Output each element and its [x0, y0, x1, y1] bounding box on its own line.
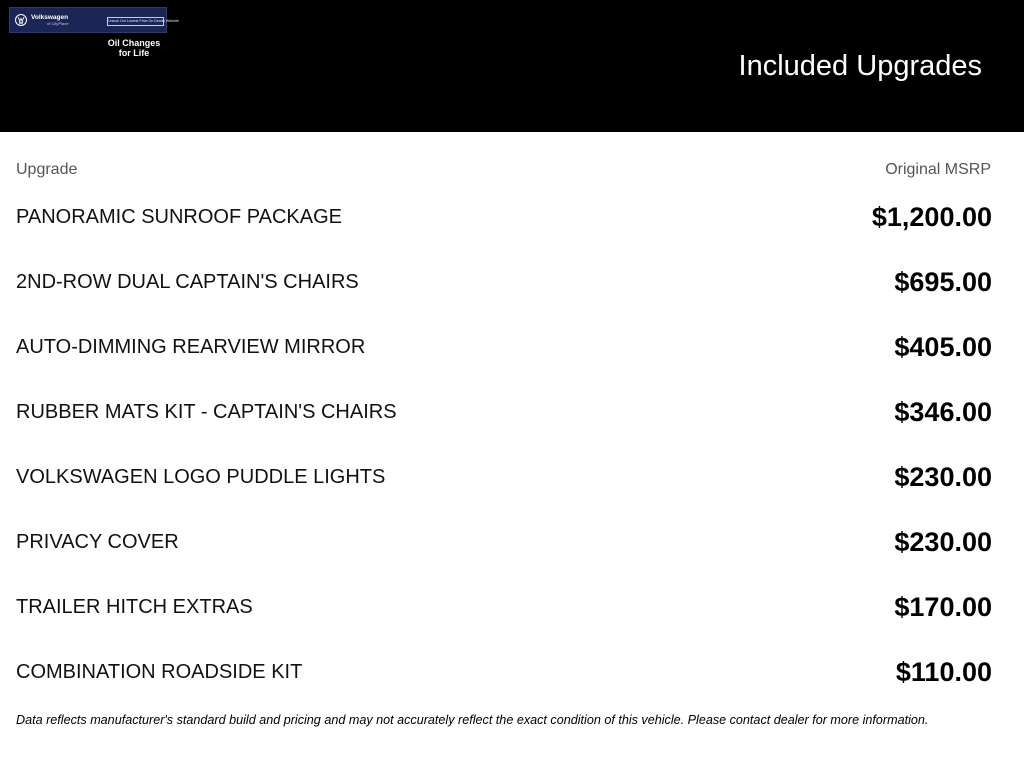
upgrade-price: $110.00: [895, 657, 992, 687]
upgrade-row: [16, 575, 992, 640]
upgrade-price: $405.00: [894, 332, 992, 362]
upgrade-row: [16, 510, 992, 575]
upgrade-price: $230.00: [894, 462, 992, 492]
disclaimer-text: Data reflects manufacturer's standard build and pricing and may not accurately reflect the exact condition of this vehicle. Please contact dealer for more information.: [16, 713, 929, 727]
column-header-msrp: Original MSRP: [885, 161, 991, 178]
tagline-line-2: for Life: [118, 48, 150, 58]
upgrade-price: $346.00: [894, 397, 992, 427]
upgrade-name: AUTO-DIMMING REARVIEW MIRROR: [16, 336, 366, 358]
banner-subbrand: of CityPlace: [47, 21, 69, 26]
upgrade-row: [16, 185, 992, 250]
column-header-upgrade: Upgrade: [16, 161, 78, 178]
upgrade-name: TRAILER HITCH EXTRAS: [16, 596, 253, 618]
upgrade-row: [16, 380, 992, 445]
upgrade-name: RUBBER MATS KIT - CAPTAIN'S CHAIRS: [16, 401, 397, 423]
upgrade-name: 2ND-ROW DUAL CAPTAIN'S CHAIRS: [16, 271, 359, 293]
upgrade-name: PRIVACY COVER: [16, 531, 179, 553]
banner-cta-button[interactable]: Unlock Our Lowest Price On Dealer Website: [107, 17, 164, 26]
tagline-line-1: Oil Changes: [107, 38, 161, 48]
upgrade-name: VOLKSWAGEN LOGO PUDDLE LIGHTS: [16, 466, 386, 488]
upgrade-name: COMBINATION ROADSIDE KIT: [16, 661, 303, 683]
upgrades-list: [16, 185, 992, 705]
upgrade-price: $695.00: [894, 267, 992, 297]
upgrade-price: $1,200.00: [871, 202, 992, 232]
upgrade-row: [16, 250, 992, 315]
banner-brand: Volkswagen: [31, 14, 69, 21]
upgrade-price: $170.00: [894, 592, 992, 622]
oil-changes-tagline: [104, 38, 164, 58]
upgrade-row: [16, 315, 992, 380]
upgrade-row: [16, 640, 992, 705]
upgrade-price: $230.00: [894, 527, 992, 557]
upgrade-row: [16, 445, 992, 510]
dealer-banner[interactable]: [9, 7, 179, 33]
upgrade-name: PANORAMIC SUNROOF PACKAGE: [16, 206, 342, 228]
page-title: Included Upgrades: [738, 50, 982, 82]
page-header: [0, 0, 1024, 132]
volkswagen-logo-icon: [15, 14, 27, 26]
